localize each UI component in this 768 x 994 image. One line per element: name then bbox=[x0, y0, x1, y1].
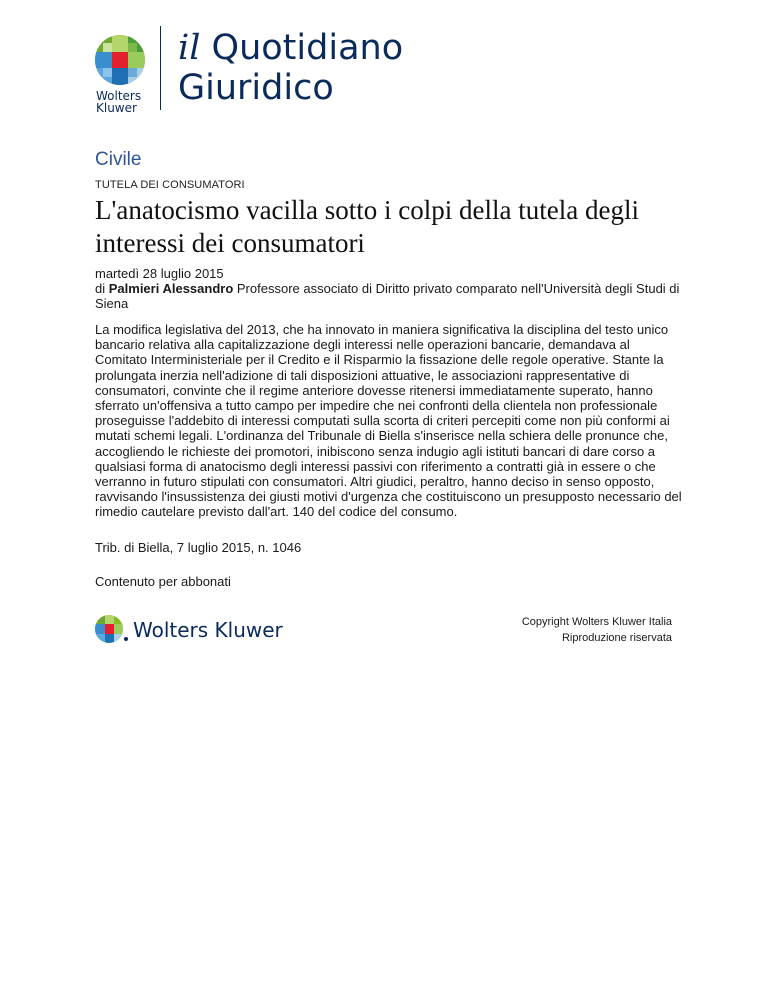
footer-brand-text: Wolters Kluwer bbox=[133, 618, 283, 642]
publication-title: il Quotidiano Giuridico bbox=[178, 28, 404, 108]
byline-prefix: di bbox=[95, 281, 106, 296]
wolters-kluwer-mosaic-icon bbox=[94, 34, 146, 86]
masthead-divider bbox=[160, 26, 161, 110]
subscriber-note: Contenuto per abbonati bbox=[95, 574, 231, 589]
rights-line: Riproduzione riservata bbox=[561, 632, 672, 644]
wolters-kluwer-brand-text: Wolters Kluwer bbox=[96, 89, 142, 115]
article-date: martedì 28 luglio 2015 bbox=[95, 266, 224, 281]
article-body: La modifica legislativa del 2013, che ha innovato in maniera significativa la disciplina del testo unico bancario relativa alla capitalizzazione degli interessi nelle operazioni bancarie, demandava al Comitato Interministeriale per il Credito e il Risparmio la fissazione delle regole operative. Stante la prolungata inerzia nell'adizione di tali disposizioni attuative, le associazioni rappresentative di consumatori, convinte che il regime anteriore dovesse ritenersi immediatamente superato, hanno sferrato un'offensiva a tutto campo per impedire che nei confronti della clientela non professionale proseguisse l'addebito di interessi computati sulla scorta di criteri percepiti come non più conformi ai mutati schemi legali. L'ordinanza del Tribunale di Biella s'inserisce nella schiera delle pronunce che, accogliendo le richieste dei promotori, inibiscono senza indugio agli istituti bancari di dare corso a qualsiasi forma di anatocismo degli interessi passivi con riferimento a contratti già in essere o che verranno in futuro stipulati con consumatori. Altri giudici, peraltro, hanno deciso in senso opposto, ravvisando l'insussistenza dei giusti motivi d'urgenza che costituiscono un presupposto necessario del rimedio cautelare previsto dall'art. 140 del codice del consumo. bbox=[95, 322, 682, 520]
footer-logo bbox=[95, 612, 355, 646]
article-title: L'anatocismo vacilla sotto i colpi della tutela degli interessi dei consumatori bbox=[95, 195, 639, 258]
section-label: Civile bbox=[95, 149, 142, 170]
copyright-line: Copyright Wolters Kluwer Italia bbox=[521, 616, 672, 628]
author-name: Palmieri Alessandro bbox=[108, 281, 234, 296]
category-label: TUTELA DEI CONSUMATORI bbox=[95, 179, 245, 191]
wolters-kluwer-footer-icon bbox=[95, 614, 129, 644]
masthead bbox=[94, 24, 514, 115]
case-citation: Trib. di Biella, 7 luglio 2015, n. 1046 bbox=[95, 540, 302, 555]
copyright-notice bbox=[522, 614, 672, 646]
author-role: Professore associato di Diritto privato comparato nell'Università degli Studi di Siena bbox=[95, 281, 680, 311]
article-byline bbox=[95, 281, 685, 311]
